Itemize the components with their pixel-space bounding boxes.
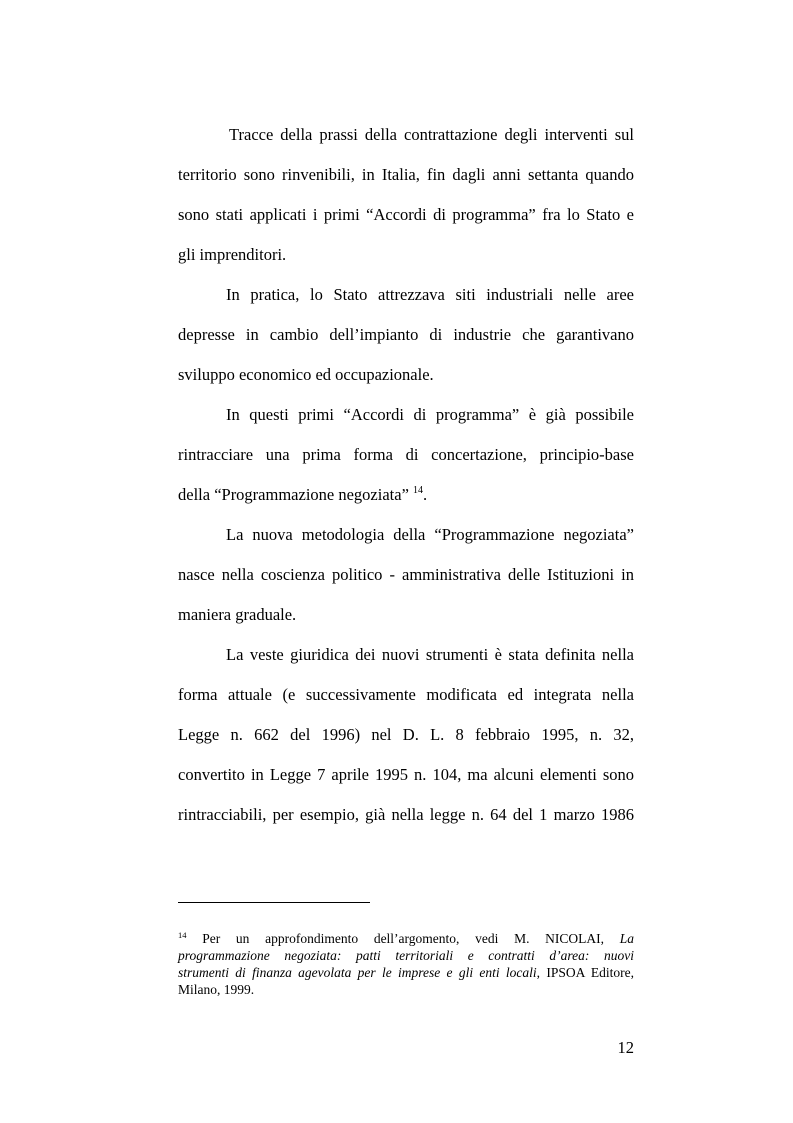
body-line-period: . bbox=[423, 485, 428, 504]
body-line: rintracciare una prima forma di concertazione, principio-base bbox=[178, 445, 634, 464]
body-line: forma attuale (e successivamente modificata ed integrata nella bbox=[178, 685, 634, 704]
footnote-line bbox=[178, 964, 634, 981]
body-line: La veste giuridica dei nuovi strumenti è stata definita nella bbox=[226, 645, 634, 664]
footnote-reference: 14 bbox=[413, 485, 424, 496]
footnote-separator bbox=[178, 902, 370, 903]
body-line bbox=[178, 485, 634, 505]
footnote-line: Milano, 1999. bbox=[178, 982, 255, 997]
body-line: territorio sono rinvenibili, in Italia, fin dagli anni settanta quando bbox=[178, 165, 634, 184]
body-line: nasce nella coscienza politico - amministrativa delle Istituzioni in bbox=[178, 565, 634, 584]
body-line-text: della “Programmazione negoziata” bbox=[178, 485, 409, 504]
body-line: In pratica, lo Stato attrezzava siti industriali nelle aree bbox=[226, 285, 634, 304]
body-line: sono stati applicati i primi “Accordi di programma” fra lo Stato e bbox=[178, 205, 634, 224]
footnote-number: 14 bbox=[178, 930, 187, 940]
footnote-line bbox=[178, 930, 634, 947]
footnote-line bbox=[178, 947, 634, 964]
body-line: maniera graduale. bbox=[178, 605, 297, 624]
body-line: sviluppo economico ed occupazionale. bbox=[178, 365, 434, 384]
footnote-title: programmazione negoziata: patti territoriali e contratti d’area: nuovi bbox=[178, 948, 634, 963]
body-line: convertito in Legge 7 aprile 1995 n. 104, ma alcuni elementi sono bbox=[178, 765, 634, 784]
body-line: In questi primi “Accordi di programma” è già possibile bbox=[226, 405, 634, 424]
footnote-title: strumenti di finanza agevolata per le imprese e gli enti locali bbox=[178, 965, 537, 980]
footnote-text: Per un approfondimento dell’argomento, vedi M. NICOLAI, bbox=[202, 931, 605, 946]
body-line: rintracciabili, per esempio, già nella legge n. 64 del 1 marzo 1986 bbox=[178, 805, 634, 824]
footnote-publisher: , IPSOA Editore, bbox=[536, 965, 634, 980]
page-number: 12 bbox=[617, 1038, 634, 1057]
body-line: Legge n. 662 del 1996) nel D. L. 8 febbraio 1995, n. 32, bbox=[178, 725, 634, 744]
footnote-title-start: La bbox=[619, 931, 635, 946]
body-line: gli imprenditori. bbox=[178, 245, 287, 264]
body-line: La nuova metodologia della “Programmazione negoziata” bbox=[226, 525, 634, 544]
body-line: Tracce della prassi della contrattazione degli interventi sul bbox=[229, 125, 634, 144]
body-line: depresse in cambio dell’impianto di industrie che garantivano bbox=[178, 325, 634, 344]
